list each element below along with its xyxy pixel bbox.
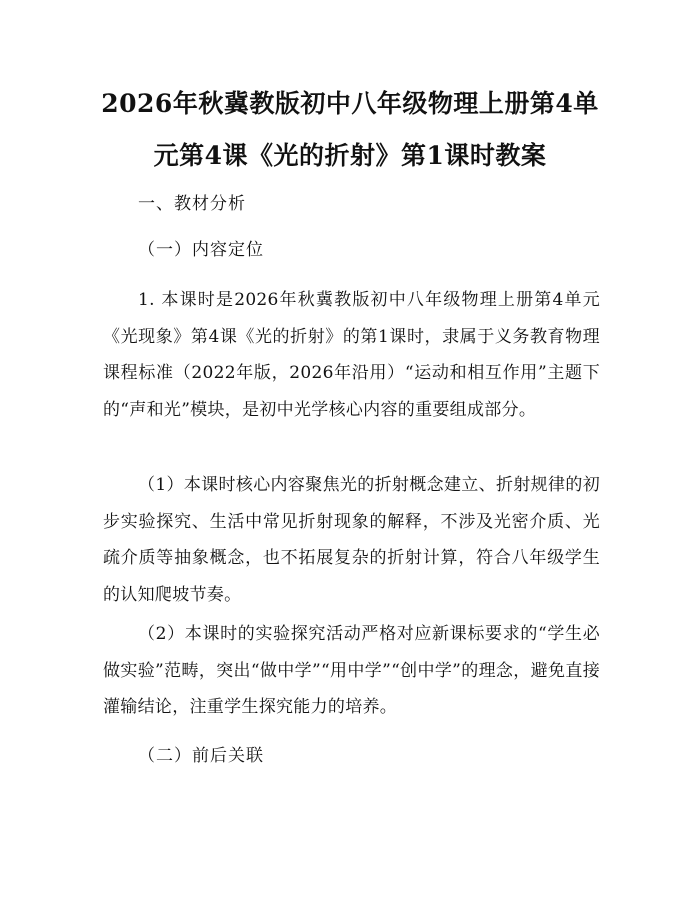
section-heading-textbook-analysis: 一、教材分析: [138, 194, 246, 214]
document-title: 2026年秋冀教版初中八年级物理上册第4单元第4课《光的折射》第1课时教案: [101, 89, 599, 170]
subsection-heading-connections: （二）前后关联: [138, 746, 264, 766]
paragraph-course-overview: 1. 本课时是2026年秋冀教版初中八年级物理上册第4单元《光现象》第4课《光的折射》的第1课时，隶属于义务教育物理课程标准（2022年版，2026年沿用）“运动和相互作用”主题下的“声和光”模块，是初中光学核心内容的重要组成部分。: [103, 290, 600, 420]
paragraph-experiment-activities: （2）本课时的实验探究活动严格对应新课标要求的“学生必做实验”范畴，突出“做中学”“用中学”“创中学”的理念，避免直接灌输结论，注重学生探究能力的培养。: [103, 624, 600, 717]
paragraph-core-content: （1）本课时核心内容聚焦光的折射概念建立、折射规律的初步实验探究、生活中常见折射现象的解释，不涉及光密介质、光疏介质等抽象概念，也不拓展复杂的折射计算，符合八年级学生的认知爬坡节奏。: [103, 475, 600, 605]
subsection-heading-content-positioning: （一）内容定位: [138, 240, 264, 260]
